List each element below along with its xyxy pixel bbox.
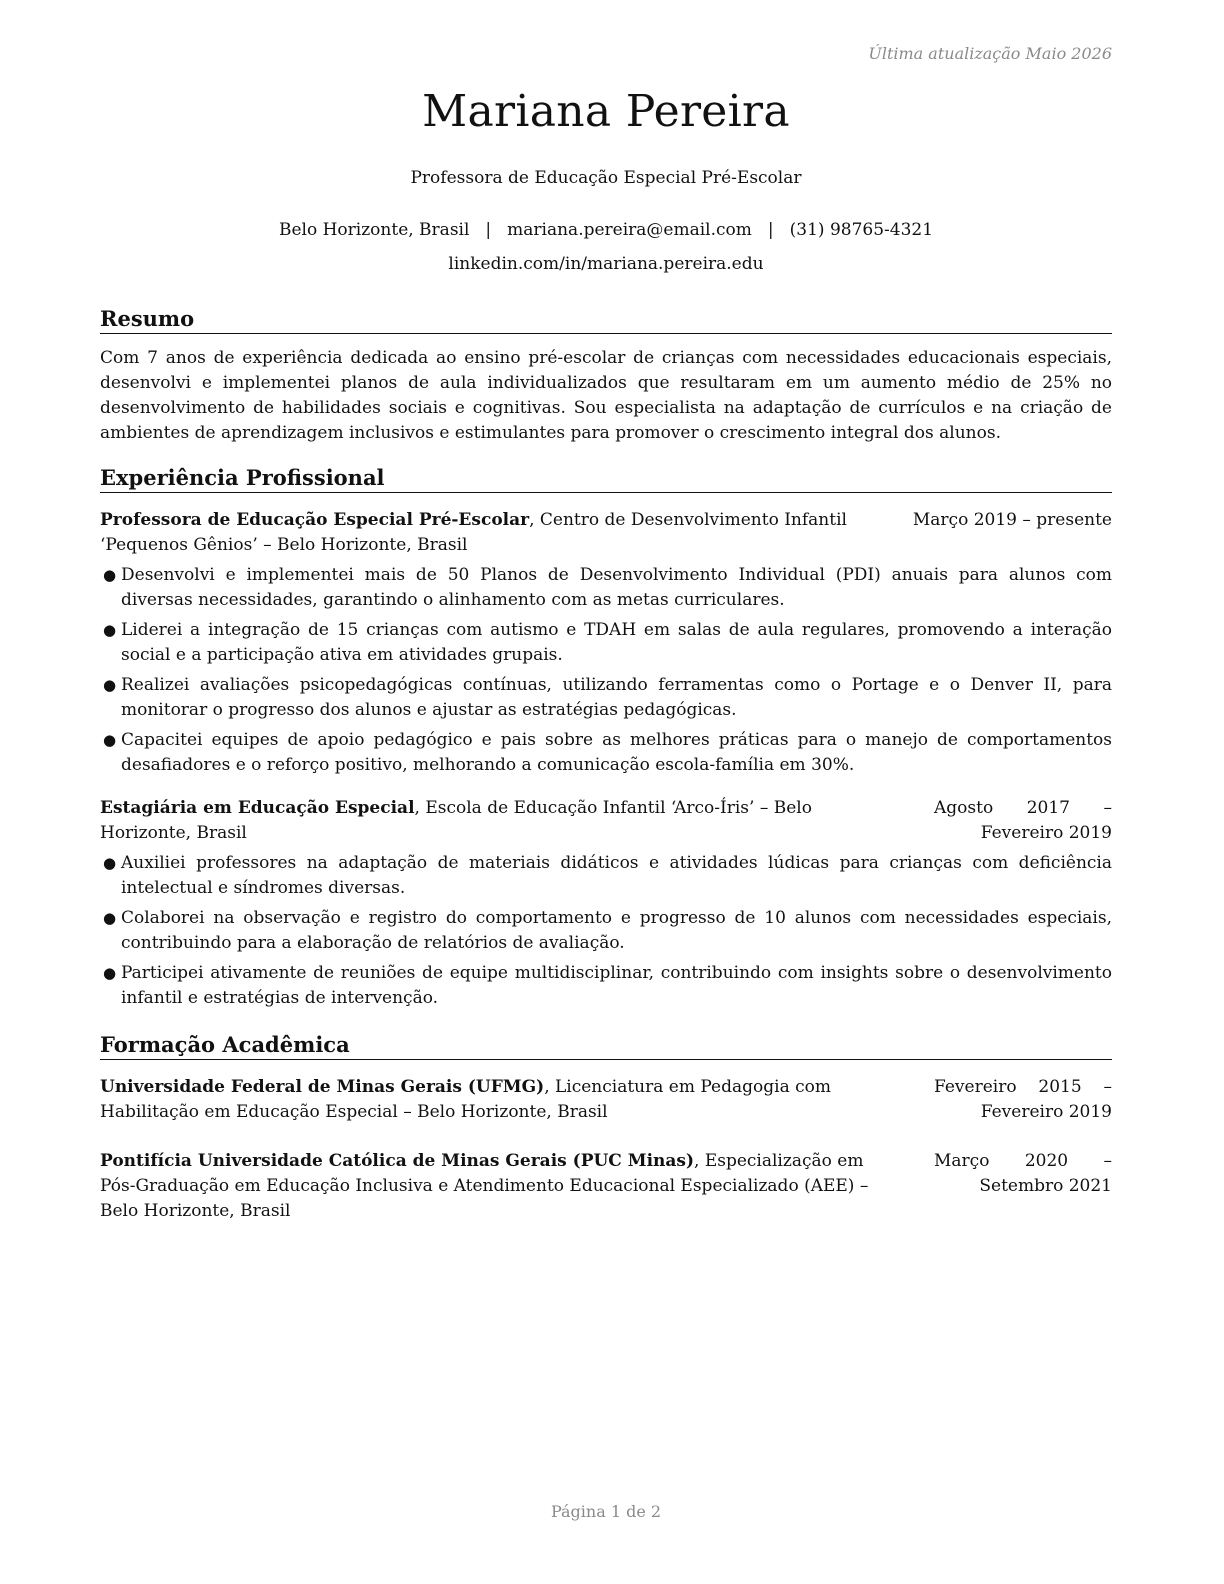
education-entry [100,1149,1112,1224]
list-item [100,563,1112,613]
education-institution: Pontifícia Universidade Católica de Minas Gerais (PUC Minas) [100,1151,695,1171]
section-title: Resumo [100,306,1112,334]
education-section [100,1032,1112,1224]
job-header [100,796,1112,846]
education-details: , Especialização em Pós-Graduação em Educação Inclusiva e Atendimento Educacional Especializado (AEE) – Belo Horizonte, Brasil [100,1151,869,1221]
bullet-icon: ● [103,964,117,982]
summary-text: Com 7 anos de experiência dedicada ao ensino pré-escolar de crianças com necessidades educacionais especiais, desenvolvi e implementei planos de aula individualizados que resultaram em um aumento médio de 25% no desenvolvimento de habilidades sociais e cognitivas. Sou especialista na adaptação de currículos e na criação de ambientes de aprendizagem inclusivos e estimulantes para promover o crescimento integral dos alunos. [100,348,1112,443]
list-item [100,906,1112,956]
candidate-headline: Professora de Educação Especial Pré-Escolar [410,168,802,188]
summary-section [100,306,1112,446]
job-role: Professora de Educação Especial Pré-Escolar [100,510,530,530]
job-details: , Escola de Educação Infantil ‘Arco-Íris’ – Belo Horizonte, Brasil [100,798,812,843]
education-dates: Março 2020 – Setembro 2021 [934,1151,1112,1196]
bullet-text: Realizei avaliações psicopedagógicas contínuas, utilizando ferramentas como o Portage e o Denver II, para monitorar o progresso dos alunos e ajustar as estratégias pedagógicas. [121,675,1112,720]
list-item [100,618,1112,668]
education-dates: Fevereiro 2015 – Fevereiro 2019 [934,1077,1112,1122]
bullet-text: Participei ativamente de reuniões de equipe multidisciplinar, contribuindo com insights sobre o desenvolvimento infantil e estratégias de intervenção. [121,963,1112,1008]
contact-line [100,220,1112,240]
bullet-icon: ● [103,621,117,639]
last-updated-note: Última atualização Maio 2026 [868,44,1112,63]
education-header [100,1075,1112,1125]
bullet-text: Colaborei na observação e registro do comportamento e progresso de 10 alunos com necessidades especiais, contribuindo para a elaboração de relatórios de avaliação. [121,908,1112,953]
education-details: , Licenciatura em Pedagogia com Habilitação em Educação Especial – Belo Horizonte, Brasil [100,1077,831,1122]
bullet-icon: ● [103,566,117,584]
contact-separator: | [767,220,774,240]
bullet-text: Auxiliei professores na adaptação de materiais didáticos e atividades lúdicas para crianças com deficiência intelectual e síndromes diversas. [121,853,1112,898]
education-title-line [100,1149,880,1224]
section-title: Experiência Profissional [100,465,1112,493]
candidate-name: Mariana Pereira [422,86,790,137]
job-entry [100,796,1112,1011]
job-bullets [100,563,1112,778]
job-bullets [100,851,1112,1011]
job-title-line [100,796,880,846]
bullet-text: Liderei a integração de 15 crianças com autismo e TDAH em salas de aula regulares, promovendo a interação social e a participação ativa em atividades grupais. [121,620,1112,665]
bullet-icon: ● [103,676,117,694]
list-item [100,728,1112,778]
job-dates: Agosto 2017 – Fevereiro 2019 [934,798,1112,843]
bullet-icon: ● [103,854,117,872]
contact-phone: (31) 98765-4321 [789,220,934,240]
contact-linkedin[interactable]: linkedin.com/in/mariana.pereira.edu [448,254,764,274]
job-role: Estagiária em Educação Especial [100,798,415,818]
education-entry [100,1075,1112,1125]
education-institution: Universidade Federal de Minas Gerais (UFMG) [100,1077,545,1097]
contact-separator: | [485,220,492,240]
job-header [100,508,1112,558]
page-number: Página 1 de 2 [550,1502,662,1521]
contact-location: Belo Horizonte, Brasil [278,220,470,240]
resume-page [100,0,1112,1584]
bullet-icon: ● [103,731,117,749]
job-dates: Março 2019 – presente [912,510,1112,530]
education-title-line [100,1075,880,1125]
bullet-text: Desenvolvi e implementei mais de 50 Planos de Desenvolvimento Individual (PDI) anuais para alunos com diversas necessidades, garantindo o alinhamento com as metas curriculares. [121,565,1112,610]
list-item [100,961,1112,1011]
list-item [100,673,1112,723]
bullet-icon: ● [103,909,117,927]
section-title: Formação Acadêmica [100,1032,1112,1060]
job-entry [100,508,1112,778]
job-title-line [100,508,880,558]
job-details: , Centro de Desenvolvimento Infantil ‘Pequenos Gênios’ – Belo Horizonte, Brasil [100,510,847,555]
contact-email[interactable]: mariana.pereira@email.com [507,220,752,240]
bullet-text: Capacitei equipes de apoio pedagógico e pais sobre as melhores práticas para o manejo de comportamentos desafiadores e o reforço positivo, melhorando a comunicação escola-família em 30%. [121,730,1112,775]
experience-section [100,465,1112,1016]
education-header [100,1149,1112,1224]
list-item [100,851,1112,901]
